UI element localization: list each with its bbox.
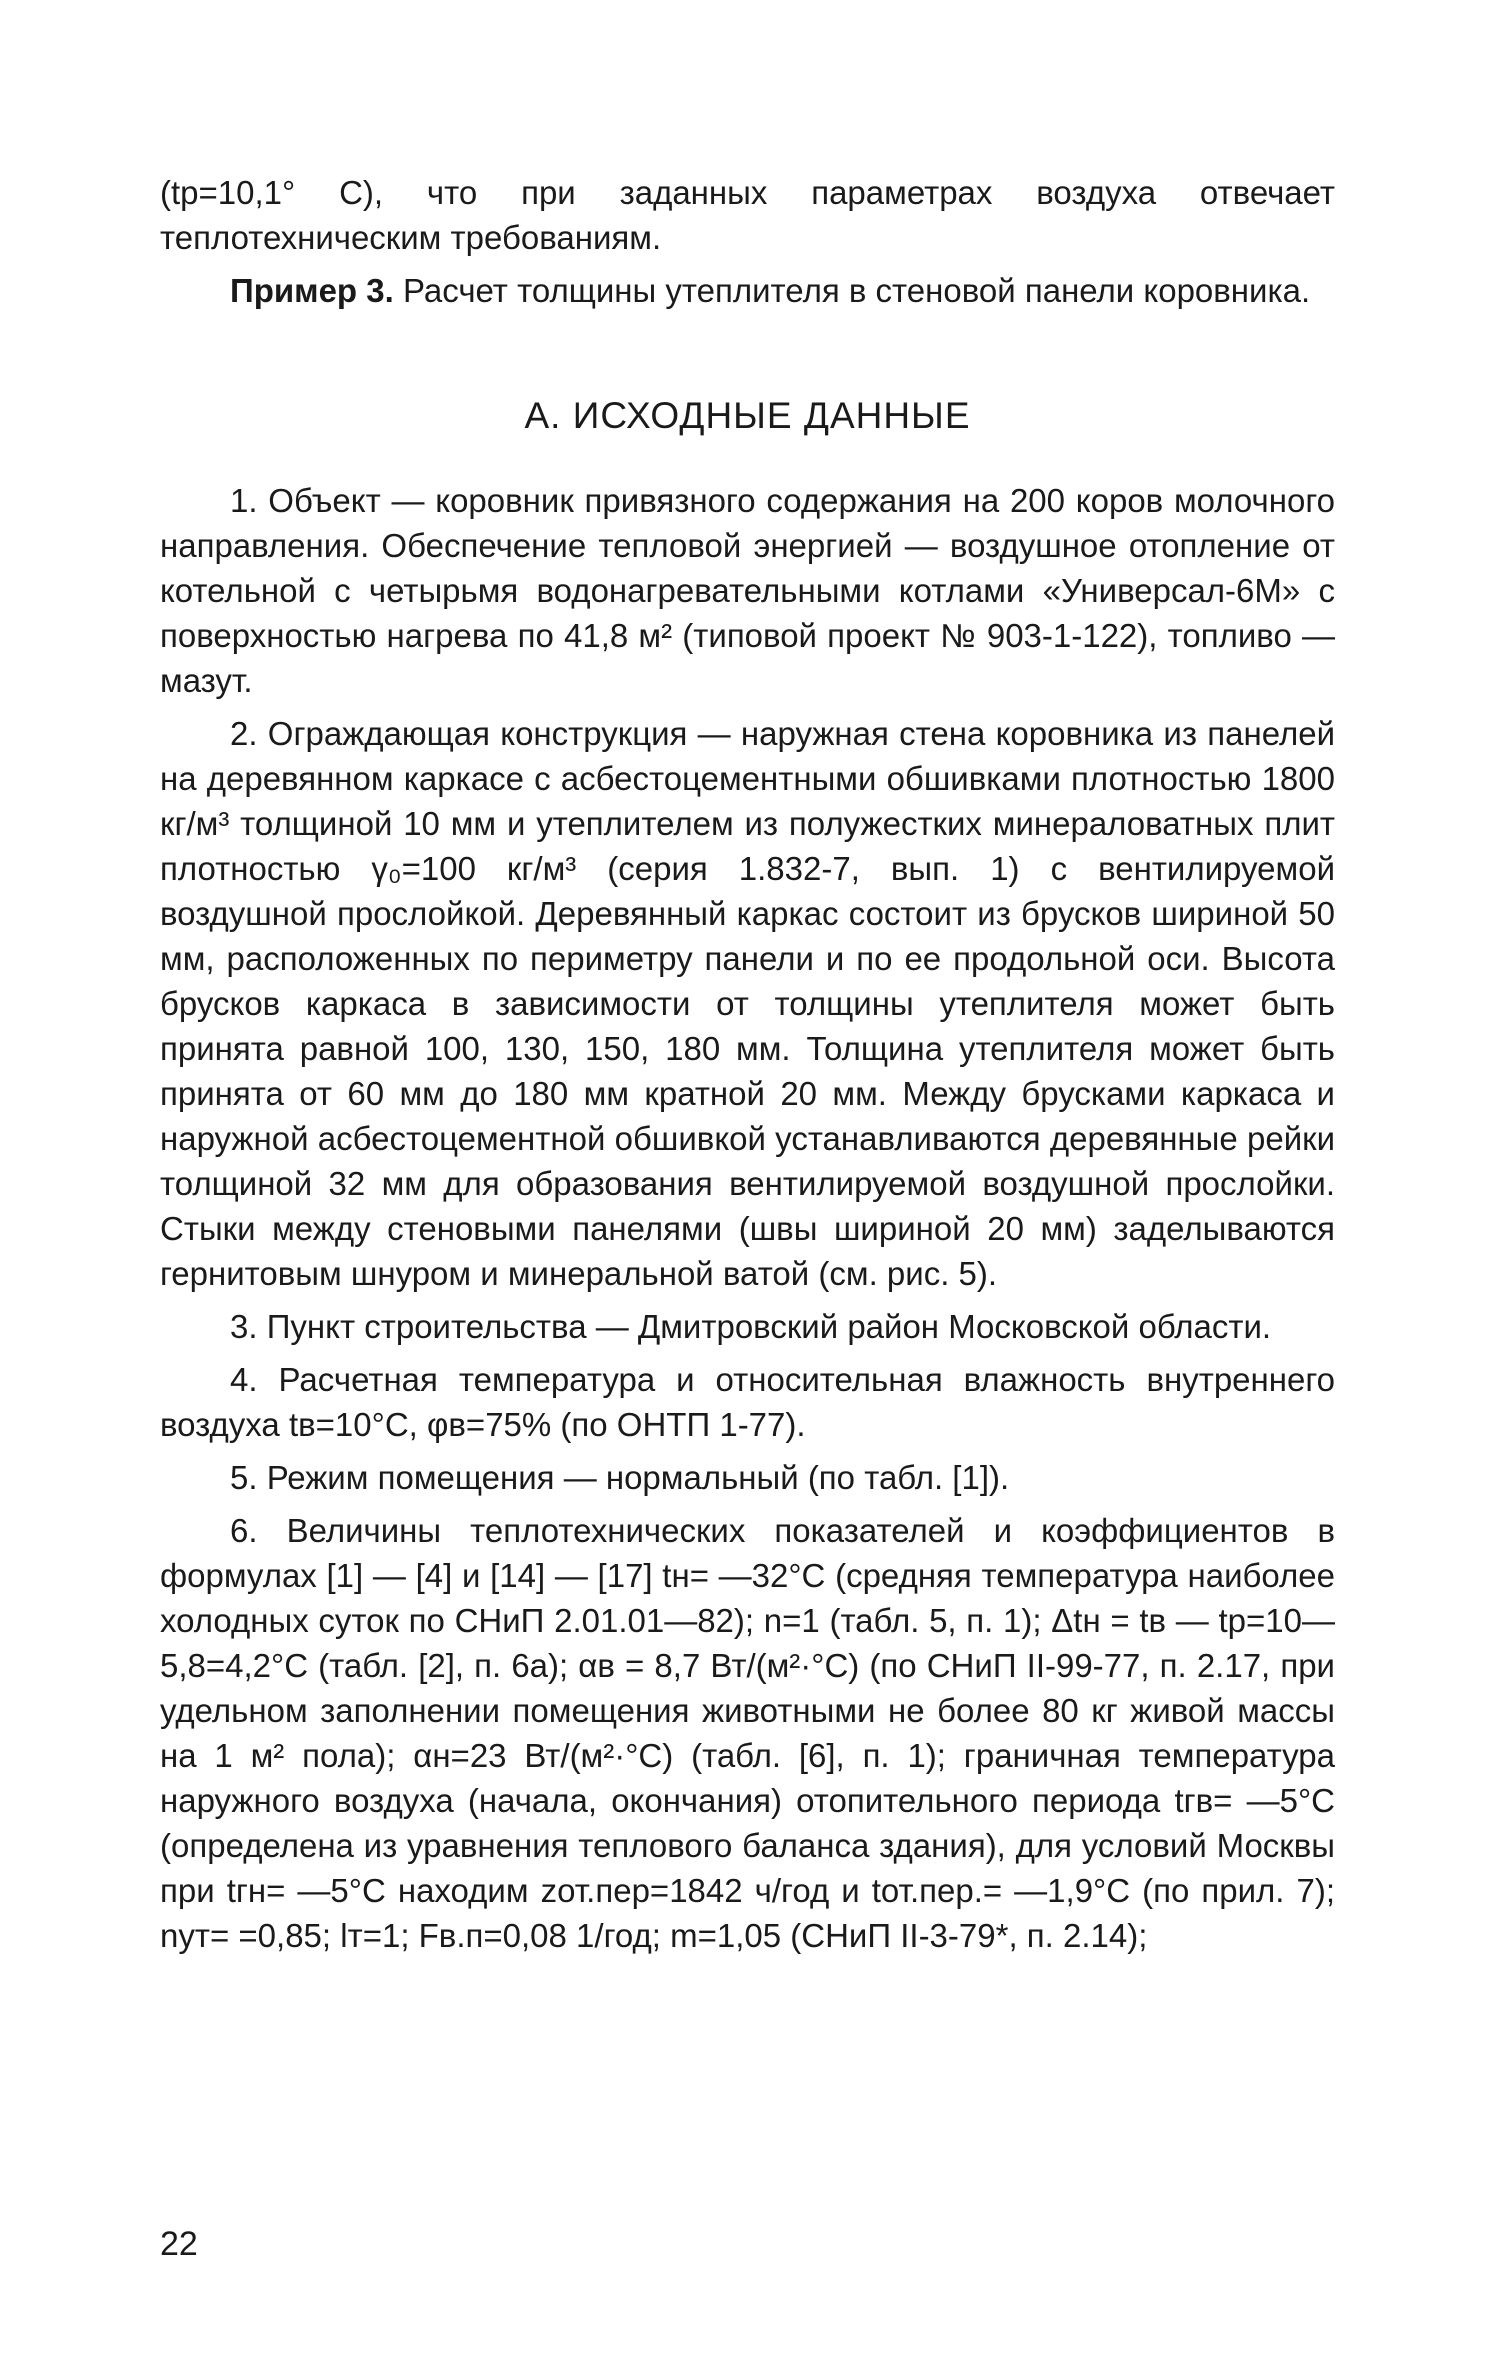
list-item: 1. Объект — коровник привязного содержания на 200 коров молочного направления. Обеспечение тепловой энергией — воздушное отопление от котельной с четырьмя водонагревательными котлами «Универсал-6М» с поверхностью нагрева по 41,8 м² (типовой проект № 903-1-122), топливо — мазут. <box>160 482 1335 699</box>
example-paragraph <box>160 268 1335 313</box>
list-item: 2. Ограждающая конструкция — наружная стена коровника из панелей на деревянном каркасе с асбестоцементными обшивками плотностью 1800 кг/м³ толщиной 10 мм и утеплителем из полужестких минераловатных плит плотностью γ₀=100 кг/м³ (серия 1.832-7, вып. 1) с вентилируемой воздушной прослойкой. Деревянный каркас состоит из брусков шириной 50 мм, расположенных по периметру панели и по ее продольной оси. Высота брусков каркаса в зависимости от толщины утеплителя может быть принята равной 100, 130, 150, 180 мм. Толщина утеплителя может быть принята от 60 мм до 180 мм кратной 20 мм. Между брусками каркаса и наружной асбестоцементной обшивкой устанавливаются деревянные рейки толщиной 32 мм для образования вентилируемой воздушной прослойки. Стыки между стеновыми панелями (швы шириной 20 мм) заделываются гернитовым шнуром и минеральной ватой (см. рис. 5). <box>160 715 1335 1292</box>
document-page <box>160 170 1335 1958</box>
intro-paragraph: (tр=10,1° С), что при заданных параметрах воздуха отвечает теплотехническим требованиям. <box>160 174 1335 256</box>
page-number: 22 <box>160 2225 198 2263</box>
list-item: 4. Расчетная температура и относительная влажность внутреннего воздуха tв=10°С, φв=75% (по ОНТП 1-77). <box>160 1361 1335 1443</box>
example-label: Пример 3. <box>230 272 394 309</box>
list-item: 6. Величины теплотехнических показателей и коэффициентов в формулах [1] — [4] и [14] — [17] tн= —32°С (средняя температура наиболее холодных суток по СНиП 2.01.01—82); n=1 (табл. 5, п. 1); Δtн = tв — tр=10—5,8=4,2°С (табл. [2], п. 6а); αв = 8,7 Вт/(м²·°С) (по СНиП II-99-77, п. 2.17, при удельном заполнении помещения животными не более 80 кг живой массы на 1 м² пола); αн=23 Вт/(м²·°С) (табл. [6], п. 1); граничная температура наружного воздуха (начала, окончания) отопительного периода tгв= —5°С (определена из уравнения теплового баланса здания), для условий Москвы при tгн= —5°С находим zот.пер=1842 ч/год и tот.пер.= —1,9°С (по прил. 7); nут= =0,85; lт=1; Fв.п=0,08 1/год; m=1,05 (СНиП II-3-79*, п. 2.14); <box>160 1512 1335 1954</box>
list-item: 5. Режим помещения — нормальный (по табл. [1]). <box>230 1459 1010 1496</box>
list-item: 3. Пункт строительства — Дмитровский район Московской области. <box>230 1308 1272 1345</box>
example-text: Расчет толщины утеплителя в стеновой панели коровника. <box>402 272 1311 309</box>
section-heading: А. ИСХОДНЫЕ ДАННЫЕ <box>524 395 971 436</box>
